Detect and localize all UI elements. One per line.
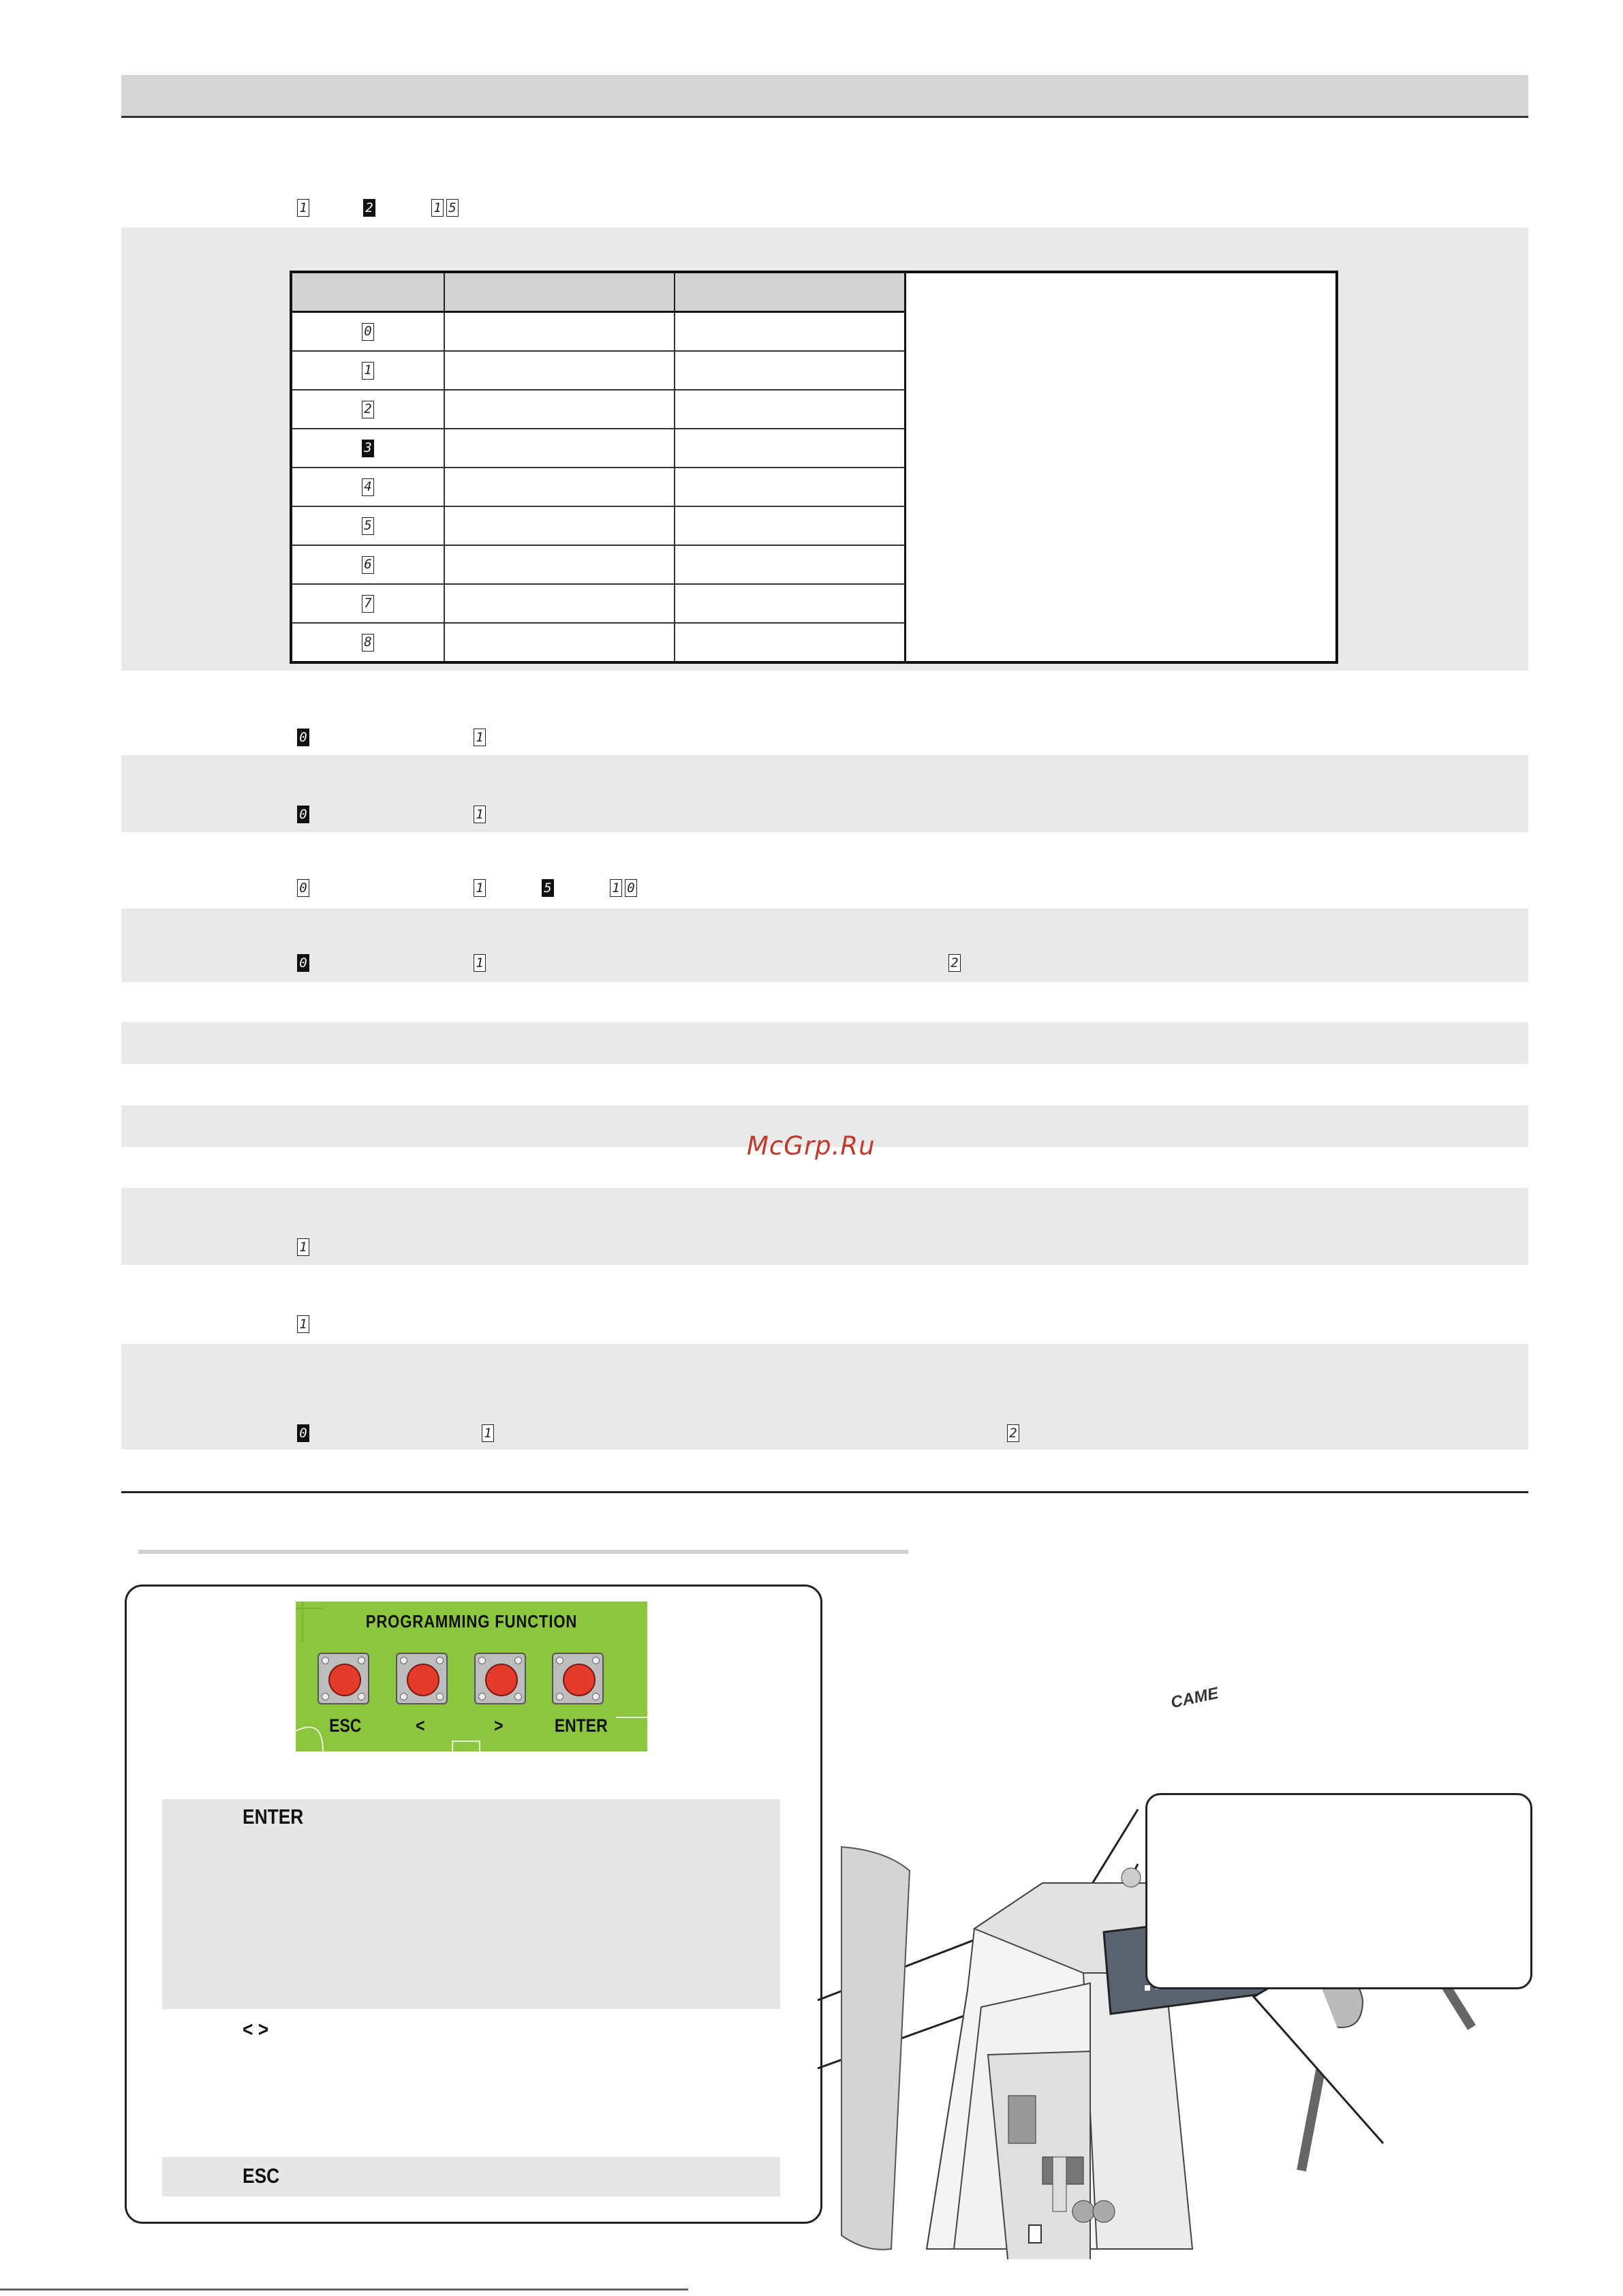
code-digit: 1 (474, 729, 486, 746)
right-arrow-button[interactable] (474, 1653, 526, 1704)
code-digit: 1 (297, 199, 309, 217)
code-digit-default: 0 (297, 1424, 309, 1442)
footer-line (0, 2289, 688, 2291)
grey-band (121, 1022, 1528, 1064)
table-note-cell (906, 272, 1338, 662)
code-digit: 1 (431, 199, 444, 217)
enter-label: ENTER (554, 1715, 608, 1736)
grey-band (121, 1188, 1528, 1265)
code-range-max (431, 199, 459, 217)
code-digit: 1 (474, 879, 486, 897)
left-arrow-label: < (416, 1715, 425, 1736)
display-callout (1145, 1793, 1532, 1989)
grey-band (121, 908, 1528, 982)
code-digit-default: 3 (362, 440, 374, 457)
code-digit: 1 (610, 879, 622, 897)
code-digit: 6 (362, 556, 374, 574)
enter-button[interactable] (552, 1653, 604, 1704)
code-digit: 5 (446, 199, 459, 217)
enter-description-box (162, 1799, 780, 2009)
section-header-bar (121, 75, 1528, 118)
pcb-title: PROGRAMMING FUNCTION (365, 1611, 578, 1632)
code-table (290, 271, 1338, 664)
code-digit: 8 (362, 634, 374, 652)
code-digit-default: 5 (542, 879, 554, 897)
table-header (291, 272, 1337, 312)
esc-label: ESC (329, 1715, 362, 1736)
esc-description-box (162, 2157, 780, 2196)
brand-logo: CAME (1169, 1683, 1220, 1713)
code-digit: 1 (474, 806, 486, 823)
code-digit-default: 0 (297, 806, 309, 823)
table-header-cell (675, 272, 906, 312)
code-digit: 1 (297, 1238, 309, 1256)
code-digit-default: 0 (297, 954, 309, 972)
code-digit: 0 (297, 879, 309, 897)
programming-board (296, 1602, 647, 1751)
enter-key-label: ENTER (243, 1805, 304, 1828)
code-digit: 2 (1007, 1424, 1019, 1442)
code-digit: 1 (474, 954, 486, 972)
code-digit: 5 (362, 517, 374, 535)
table-header-cell (444, 272, 675, 312)
code-digit: 1 (482, 1424, 494, 1442)
code-digit: 0 (625, 879, 637, 897)
arrows-key-label: < > (243, 2017, 269, 2041)
table-header-cell (291, 272, 444, 312)
code-digit: 4 (362, 478, 374, 496)
right-arrow-label: > (494, 1715, 504, 1736)
code-digit-default: 0 (297, 729, 309, 746)
code-digit: 1 (297, 1315, 309, 1333)
subsection-underline (138, 1550, 908, 1554)
code-digit-default: 2 (363, 199, 375, 217)
code-digit: 7 (362, 595, 374, 613)
code-digit: 2 (948, 954, 961, 972)
code-digit: 2 (362, 401, 374, 418)
grey-band (121, 1344, 1528, 1450)
code-digit: 1 (362, 362, 374, 380)
watermark: McGrp.Ru (747, 1131, 876, 1161)
code-range-max (610, 879, 637, 897)
esc-button[interactable] (318, 1653, 369, 1704)
left-arrow-button[interactable] (396, 1653, 448, 1704)
esc-key-label: ESC (243, 2164, 280, 2188)
section-divider (121, 1491, 1528, 1493)
code-digit: 0 (362, 323, 374, 341)
grey-band (121, 755, 1528, 832)
